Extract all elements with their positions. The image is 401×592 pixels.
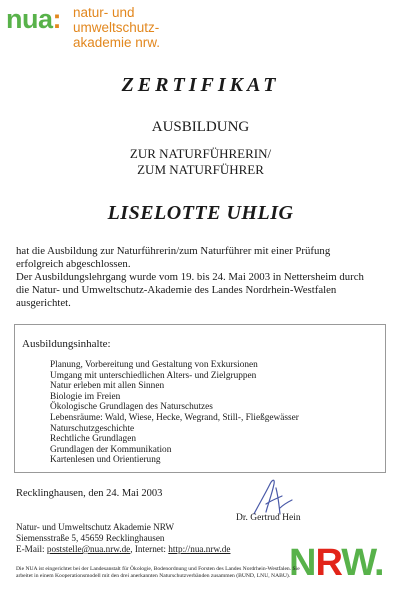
contents-list bbox=[50, 360, 299, 466]
logo-colon: : bbox=[52, 4, 62, 34]
certificate-title: ZERTIFIKAT bbox=[121, 74, 280, 96]
certificate-body bbox=[16, 245, 396, 310]
list-item: Planung, Vorbereitung und Gestaltung von Exkursionen bbox=[50, 360, 258, 370]
body-line: ausgerichtet. bbox=[16, 297, 71, 309]
logo-line-1: natur- und bbox=[73, 5, 135, 20]
body-line: die Natur- und Umweltschutz-Akademie des Landes Nordrhein-Westfalen bbox=[16, 284, 337, 296]
list-item: Grundlagen der Kommunikation bbox=[50, 444, 172, 455]
logo-line-2: umweltschutz- bbox=[73, 20, 160, 35]
list-item: Ökologische Grundlagen des Naturschutzes bbox=[50, 402, 213, 413]
place-date: Recklinghausen, den 24. Mai 2003 bbox=[16, 488, 163, 499]
body-line: erfolgreich abgeschlossen. bbox=[16, 258, 131, 270]
address-org: Natur- und Umweltschutz Akademie NRW bbox=[16, 522, 175, 532]
logo-line-3: akademie nrw. bbox=[73, 35, 161, 50]
course-line-1: ZUR NATURFÜHRERIN/ bbox=[129, 146, 272, 161]
logo-text bbox=[73, 5, 160, 50]
signature bbox=[248, 474, 298, 518]
logo-brand: nua bbox=[6, 4, 53, 34]
list-item: Rechtliche Grundlagen bbox=[50, 434, 136, 445]
list-item: Biologie im Freien bbox=[50, 391, 121, 402]
signer-name: Dr. Gertrud Hein bbox=[236, 513, 301, 523]
list-item: Umgang mit unterschiedlichen Alters- und Zielgruppen bbox=[50, 370, 257, 381]
nrw-logo-w: W bbox=[341, 542, 374, 584]
course-line-2: ZUM NATURFÜHRER bbox=[137, 162, 264, 177]
body-line: Der Ausbildungslehrgang wurde vom 19. bis 24. Mai 2003 in Nettersheim durch bbox=[16, 271, 364, 283]
email-label: E-Mail: bbox=[16, 544, 47, 554]
footnote-line-2: arbeitet in einem Kooperationsmodell mit den drei anerkannten Naturschutzverbänden zusammen (BUND, LNU, NABU). bbox=[16, 573, 291, 579]
website-link[interactable]: http://nua.nrw.de bbox=[168, 544, 231, 554]
nrw-logo-r: R bbox=[315, 542, 342, 584]
list-item: Lebensräume: Wald, Wiese, Hecke, Wegrand, Still-, Fließgewässer bbox=[50, 412, 299, 423]
contents-title: Ausbildungsinhalte: bbox=[22, 338, 111, 350]
footnote-line-1: Die NUA ist eingerichtet bei der Landesanstalt für Ökologie, Bodenordnung und Forsten des Landes Nordrhein-Westfalen. Sie bbox=[16, 566, 300, 572]
list-item: Naturschutzgeschichte bbox=[50, 423, 135, 434]
signature-stroke bbox=[254, 480, 292, 514]
list-item: Kartenlesen und Orientierung bbox=[50, 455, 161, 466]
footnote bbox=[16, 566, 386, 580]
recipient-name: LISELOTTE UHLIG bbox=[107, 202, 294, 224]
list-item: Natur erleben mit allen Sinnen bbox=[50, 381, 165, 392]
address-street: Siemensstraße 5, 45659 Recklinghausen bbox=[16, 533, 165, 543]
address-contact bbox=[16, 544, 230, 555]
nua-logo bbox=[6, 4, 61, 34]
email-link[interactable]: poststelle@nua.nrw.de bbox=[46, 544, 131, 554]
nrw-logo-dot: . bbox=[374, 542, 384, 584]
certificate-subtitle: AUSBILDUNG bbox=[151, 119, 250, 135]
internet-label: , Internet: bbox=[130, 544, 169, 554]
address-block bbox=[16, 522, 230, 555]
nrw-logo-n: N bbox=[289, 542, 316, 584]
body-line: hat die Ausbildung zur Naturführerin/zum Naturführer mit einer Prüfung bbox=[16, 245, 331, 257]
course-name bbox=[0, 146, 401, 178]
